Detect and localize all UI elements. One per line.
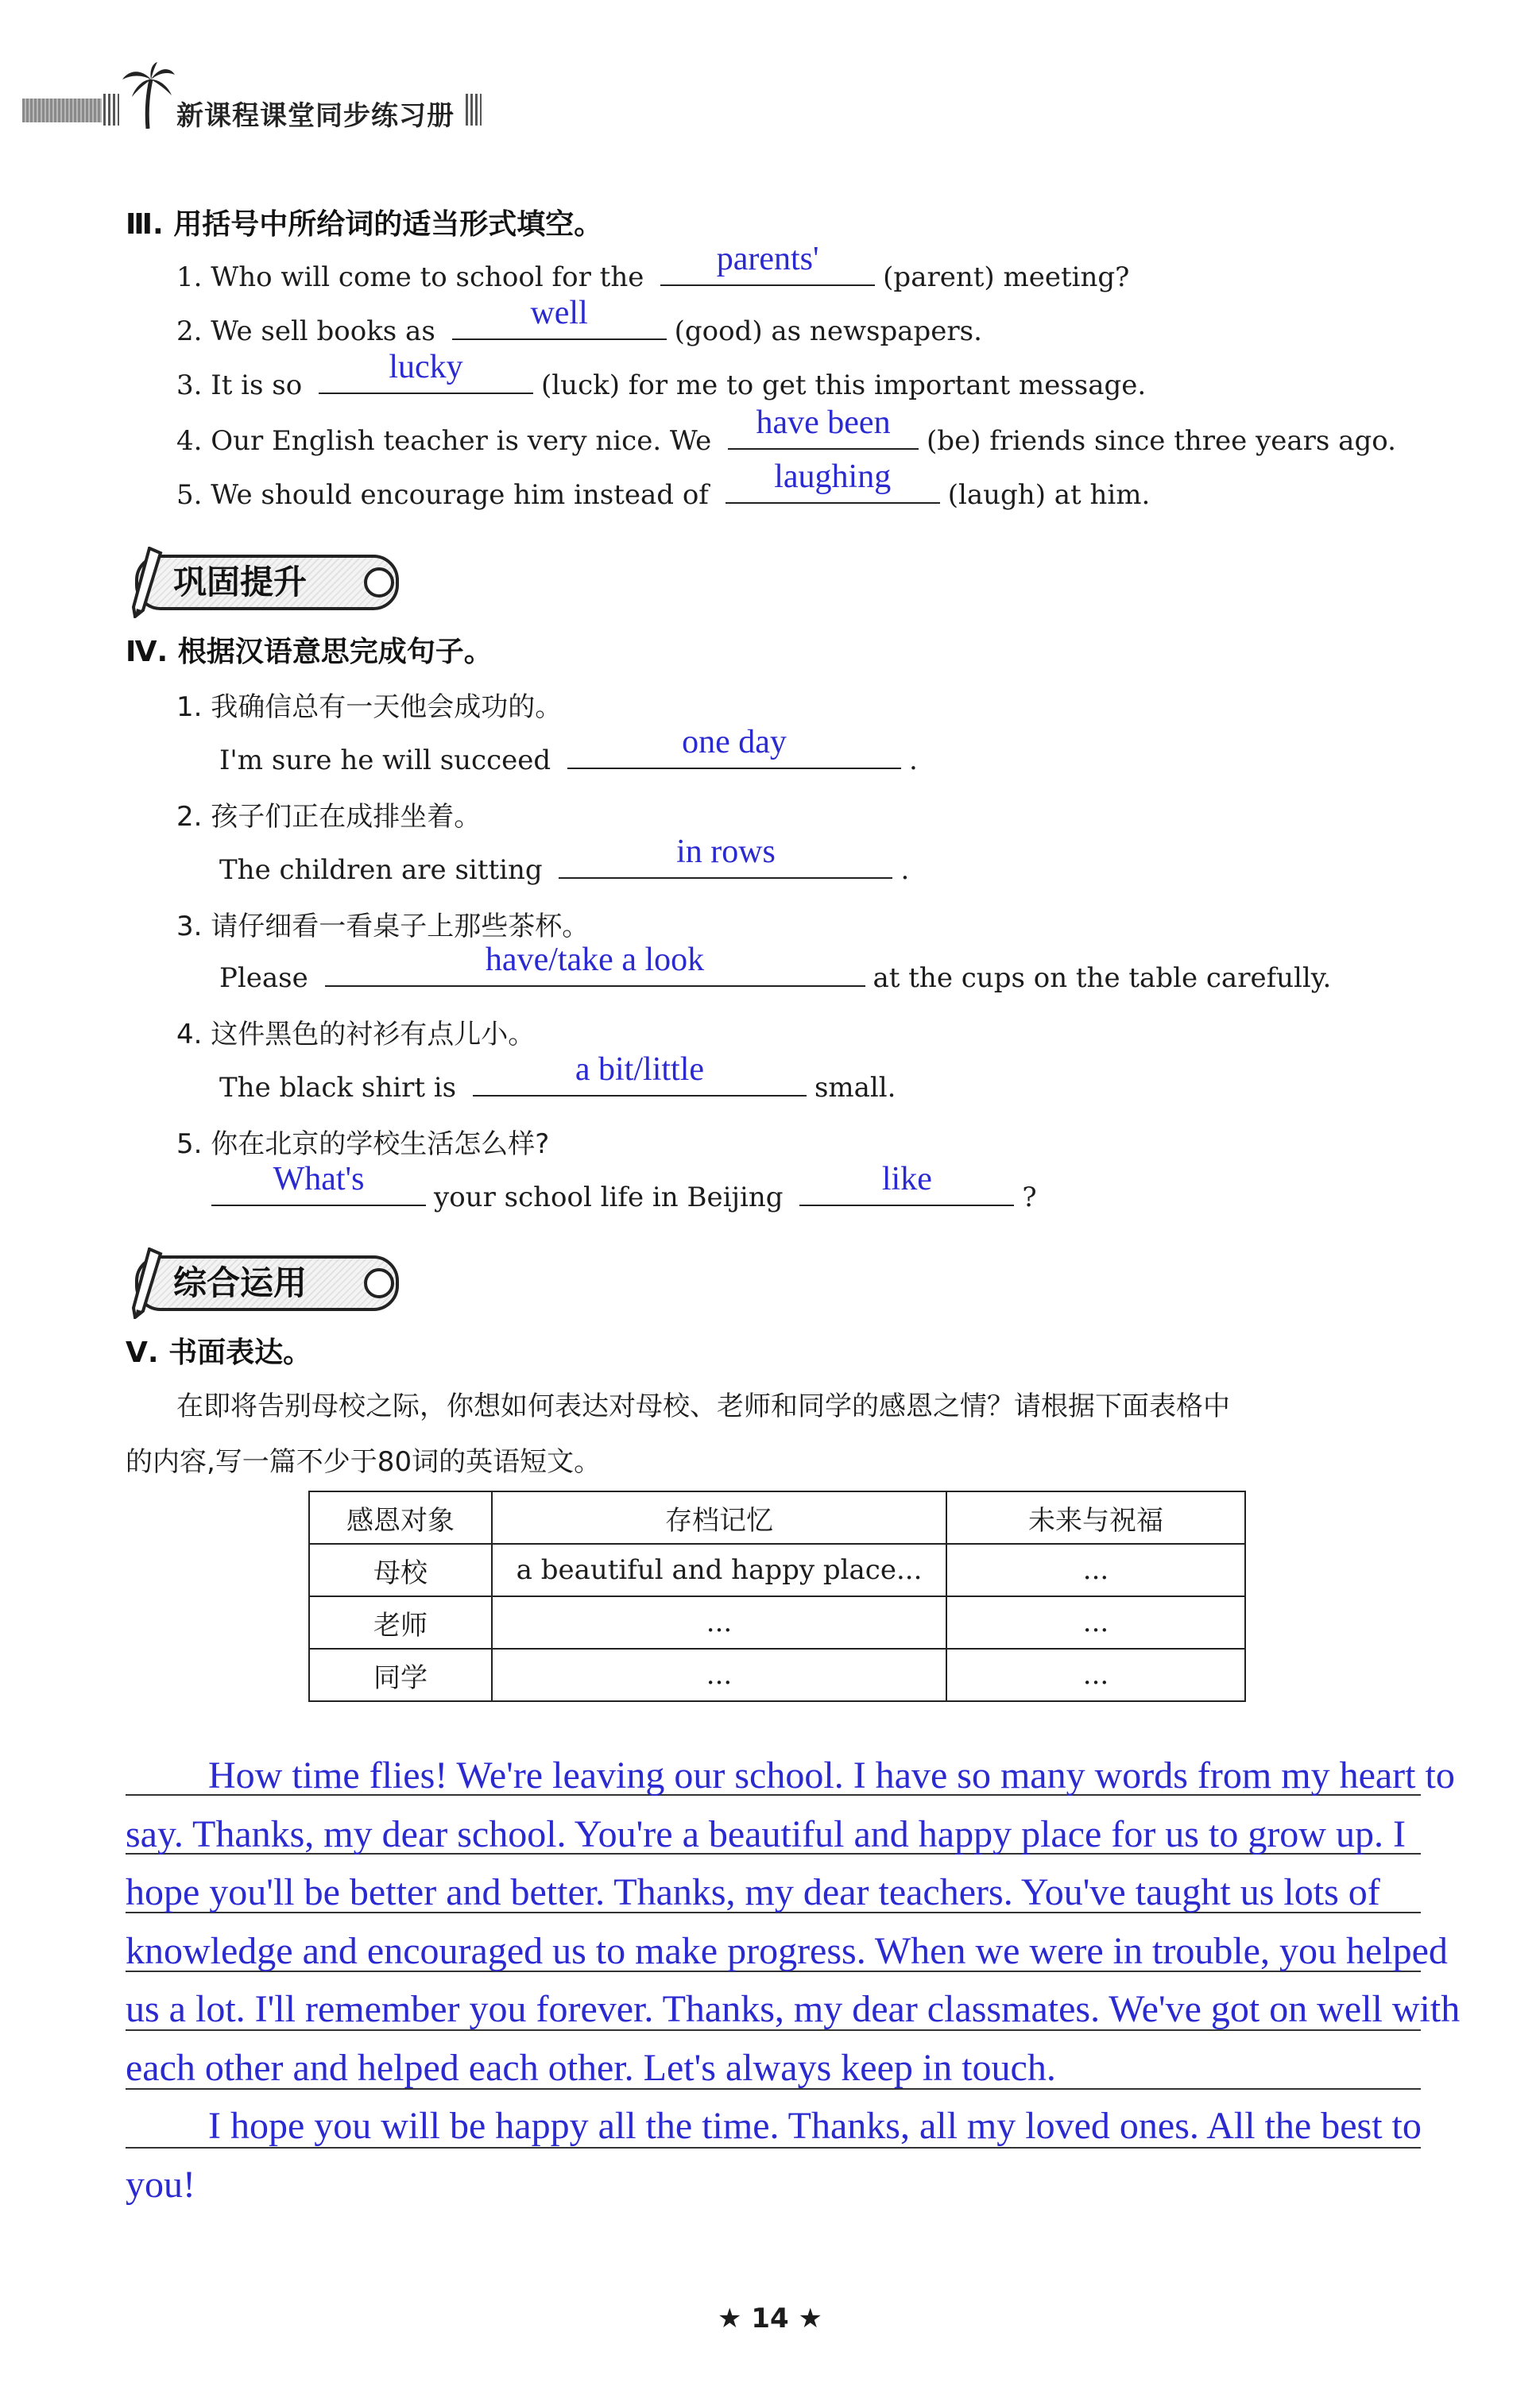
page-number: ★ 14 ★	[718, 2303, 822, 2334]
section-badge-consolidate: 巩固提升	[119, 547, 399, 610]
item-4-3-chinese: 3. 请仔细看一看桌子上那些茶杯。	[176, 911, 590, 942]
item-4-2-english: The children are sitting in rows .	[219, 834, 910, 886]
item-4-1-chinese: 1. 我确信总有一天他会成功的。	[176, 691, 563, 723]
essay-paragraph-2: I hope you will be happy all the time. Thanks, all my loved ones. All the best to you!	[126, 2105, 1422, 2206]
section-4-title: Ⅳ. 根据汉语意思完成句子。	[126, 636, 493, 668]
answer-blank[interactable]: like	[799, 1178, 1014, 1206]
exercise-3-item-3: 3. It is so lucky (luck) for me to get this important message.	[176, 349, 1147, 401]
pencil-icon	[119, 547, 167, 618]
answer-blank[interactable]: in rows	[559, 850, 892, 879]
pencil-icon	[119, 1247, 167, 1319]
header-decoration-stripes	[103, 94, 119, 126]
writing-instruction-line-2: 的内容,写一篇不少于80词的英语短文。	[126, 1446, 602, 1478]
item-4-2-chinese: 2. 孩子们正在成排坐着。	[176, 801, 482, 833]
item-4-4-chinese: 4. 这件黑色的衬衫有点儿小。	[176, 1019, 536, 1050]
exercise-3-item-1: 1. Who will come to school for the parents' (parent) meeting?	[176, 241, 1130, 293]
essay-answer	[126, 1746, 1476, 2214]
table-row: 老师 ... ...	[309, 1596, 1245, 1649]
answer-blank[interactable]: have/take a look	[325, 958, 865, 987]
item-4-5-chinese: 5. 你在北京的学校生活怎么样?	[176, 1128, 550, 1160]
item-4-5-english: What's your school life in Beijing like ?	[211, 1178, 1037, 1213]
answer-blank[interactable]: well	[452, 311, 667, 340]
answer-blank[interactable]: lucky	[319, 366, 533, 394]
table-header-row: 感恩对象 存档记忆 未来与祝福	[309, 1491, 1245, 1544]
answer-blank[interactable]: parents'	[660, 257, 875, 286]
section-5-title: Ⅴ. 书面表达。	[126, 1336, 312, 1369]
answer-blank[interactable]: a bit/little	[473, 1068, 807, 1097]
answer-blank[interactable]: What's	[211, 1178, 426, 1206]
exercise-3-item-4: 4. Our English teacher is very nice. We have been (be) friends since three years ago.	[176, 404, 1396, 457]
header-decoration-stripes-right	[466, 94, 482, 126]
exercise-3-item-2: 2. We sell books as well (good) as newspapers.	[176, 295, 982, 347]
answer-blank[interactable]: one day	[567, 741, 901, 769]
essay-paragraph-1: How time flies! We're leaving our school. I have so many words from my heart to say. Thanks, my dear school. You're a beautiful and happy place for us to grow up. I hope you'll be better and better. Thanks, my dear teachers. You've taught us lots of knowledge and encouraged us to make progress. When we were in trouble, you helped us a lot. I'll remember you forever. Thanks, my dear classmates. We've got on well with each other and helped each other. Let's always keep in touch.	[126, 1754, 1461, 2089]
writing-instruction-line-1: 在即将告别母校之际，你想如何表达对母校、老师和同学的感恩之情？请根据下面表格中	[176, 1391, 1230, 1422]
table-row: 同学 ... ...	[309, 1649, 1245, 1701]
section-3-title: Ⅲ. 用括号中所给词的适当形式填空。	[126, 208, 603, 241]
answer-blank[interactable]: have been	[728, 421, 919, 450]
palm-tree-icon	[119, 62, 176, 129]
gratitude-table	[308, 1491, 1246, 1702]
book-series-title: 新课程课堂同步练习册	[176, 100, 455, 132]
table-row: 母校 a beautiful and happy place... ...	[309, 1544, 1245, 1596]
section-badge-application: 综合运用	[119, 1247, 399, 1311]
item-4-3-english: Please have/take a look at the cups on the table carefully.	[219, 942, 1332, 994]
answer-blank[interactable]: laughing	[726, 475, 940, 504]
exercise-3-item-5: 5. We should encourage him instead of laughing (laugh) at him.	[176, 458, 1151, 511]
header-decoration-bar	[22, 99, 102, 122]
item-4-1-english: I'm sure he will succeed one day .	[219, 724, 918, 776]
item-4-4-english: The black shirt is a bit/little small.	[219, 1051, 896, 1104]
